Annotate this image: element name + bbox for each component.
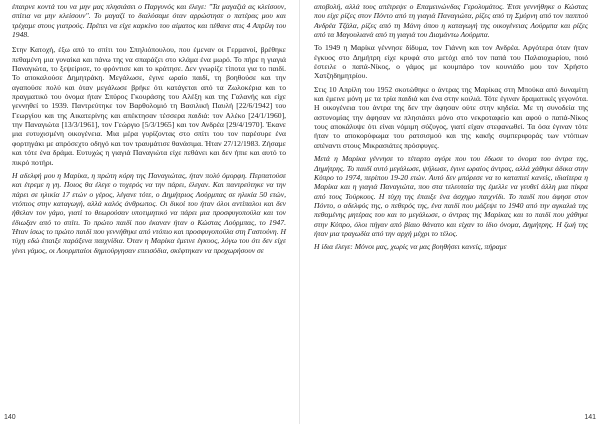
right-paragraph-4: Μετά η Μαρίκα γέννησε το τέταρτο αγόρι που του έδωσε το όνομα του άντρα της, Δημήτρης. Το παιδί αυτό μεγάλωσε, ψήλωσε, έγινε ωραίος άντρας, αλλά χάθηκε άδικα στην Κύπρο το 1974, περίπου 19-20 ετών. Αυτό δεν μπόρεσε να το καταπιεί κανείς, ιδιαίτερα η Μαρίκα και η γιαγιά Παναγιώτα, που στα τελευταία της έμελλε να γευθεί άλλη μια πίκρα από τους Τούρκους. Η τύχη της έπαιξε ένα άσχημο παιχνίδι. Το παιδί που άφησε στον Πόντο, ο αδελφός της, ο πεθερός της, ένα παιδί που μάζεψε το 1940 από την αγκαλιά της πεθαμένης μητέρας του και το μεγάλωσε, ο άντρας της Μαρίκας και το παιδί που χάθηκε στην Κύπρο, όλοι πήγαν από βίαιο θάνατο και είχαν το ίδιο όνομα, Δημήτρης. Η ζωή της ήταν μια τραγωδία από την αρχή μέχρι το τέλος. bbox=[314, 154, 588, 238]
right-page bbox=[300, 0, 600, 424]
right-paragraph-5: Η ίδια έλεγε: Μόνοι μας, χωρίς να μας βοηθήσει κανείς, πήραμε bbox=[314, 242, 507, 252]
left-paragraph-3: Η αδελφή μου η Μαρίκα, η πρώτη κόρη της Παναγιώτας, ήταν πολύ όμορφη. Περπατούσε και έτρεμε η γη. Ποιος θα έλεγε ο τυχερός να την πάρει, έλεγαν. Και παντρεύτηκε να την πάρει σε ηλικία 17 ετών ο γέρος, λέγανε τότε, ο Δημήτριος Λούρμπας σε ηλικία 50 ετών, ντόπιος στην καταγωγή, αλλά καλός άνθρωπος. Οι δικοί του ήταν όλοι αντίπαλοι και δεν ήθελαν τον γάμο, γιατί το θεωρούσαν υποτιμητικό να πάρει μια προσφυγοπούλα και τον έδιωξαν από το σπίτι. Το πρώτο παιδί που έκαναν ήταν ο Κώστας Λούρμπας, το 1947. Ήταν ίσως το πρώτο παιδί που γεννήθηκε από ντόπιο και προσφυγοπούλα στη Γαστούνη. Η τύχη εδώ έπαιξε παράξενα παιχνίδια. Όταν η Μαρίκα έμεινε έγκυος, λόγω του ότι δεν είχε γίνει γάμος, οι Λουρμπαίοι δημιούργησαν επεισόδια, σκέφτηκαν να προχωρήσουν σε bbox=[12, 170, 286, 255]
right-paragraph-1: αποβολή, αλλά τους απέτρεψε ο Επαμεινώνδας Γερολυμάτος. Έτσι γεννήθηκε ο Κώστας που είχε ρίζες στον Πόντο από τη γιαγιά Παναγιώτα, ρίζες από τη Σμύρνη από τον παππού Ανδρέα Τζάλα, ρίζες από τη Μάνη όπου η καταγωγή της οικογένειας Λούρμπα και ρίζες από τα Μαγουλιανά από τη γιαγιά του Διαμάντω Λούρμπα. bbox=[314, 2, 588, 40]
page-number-right: 141 bbox=[584, 414, 596, 421]
right-paragraph-2: Το 1949 η Μαρίκα γέννησε δίδυμα, τον Γιάννη και τον Ανδρέα. Αργότερα όταν ήταν έγκυος στο Δημήτρη είχε κρυφά στο μετόχι από τον παπά του Παλαιοχωρίου, ποιό έστειλε ο παπά-Νίκος, ο γάμος με κουμπάρο τον κουνιάδο μου τον Χρήστο Χατζηδημητρίου. bbox=[314, 43, 588, 81]
right-paragraph-3: Στις 10 Απρίλη του 1952 σκοτώθηκε ο άντρας της Μαρίκας στη Μπούκα από δυναμίτη και έμεινε μόνη με τα τρία παιδιά και ένα στην κοιλιά. Τότε έγιναν δραματικές γεγονότα. Η οικογένεια του άντρα της δεν την άφησαν ούτε στην κηδεία. Με τη συνοδεία της αστυνομίας την άφησαν να πλησιάσει μόνο στο νεκροταφείο και αφού ο παπά-Νίκος τους αποκάλυψε ότι είναι νόμιμη σύζυγος, γιατί είχαν στεφανωθεί. Τα όσα έγιναν τότε ήταν το αποκορύφωμα του ρατσισμού και της κακής συμπεριφοράς των ντόπιων απέναντι στους Μικρασιάτες πρόσφυγες. bbox=[314, 84, 588, 150]
page-number-left: 140 bbox=[4, 414, 16, 421]
left-paragraph-1: έπαιρνε κοντά του να μην μας πλησιάσει ο Παργυνός και έλεγε: "Τα μαγαζιά ας κλείσουν, σπίτια να μην κλείσουν". Το μαγαζί το διαλύσαμε όταν αρρώστησε ο πατέρας μου και τρέχαμε στους γιατρούς. Πρέπει να είχε καρκίνο του αίματος και πέθανε στις 4 Απρίλη του 1948. bbox=[12, 2, 286, 40]
left-paragraph-2: Στην Κατοχή, έξω από το σπίτι του Σπηλιόπουλου, που έμεναν οι Γερμανοί, βρέθηκε πεθαμένη μια γυναίκα και πάνω της να σπαράζει στο κλάμα ένα μωρό. Το πήρε η γιαγιά Παναγιώτα, το ξεψείρισε, το φρόντισε και το κράτησε. Δεν γνωρίζε τίποτα για το παιδί. Το αποκαλούσε Δημητράκη. Μεγάλωσε, έγινε ωραίο παιδί, τη βοηθούσε και την αγαπούσε πολύ και όταν μεγάλωσε βρήκε ότι κατάγεται από τα Ζωλοκέρια και το πραγματικό του όνομα ήταν Σπύρος Γκουράσης του Αλέξη και της Γαλανής και είχε γεννηθεί το 1939. Παντρεύτηκε τον Βαρθολομιό τη Βασιλική Παυλή [22/6/1942] του Γεωργίου και της Αικατερίνης και απέκτησαν τέσσερα παιδιά: τον Αλέκο [24/1/1960], την Παναγιώτα [13/3/1961], τον Γεώργιο [5/3/1965] και τον Ανδρέα [29/4/1970]. Έκανε μια ευτυχισμένη οικογένεια. Μια μέρα γυρίζοντας στο σπίτι του τον παρέσυρε ένα φορτηγάκι με απρόσεχτο οδηγό και τον τραυμάτισε θανάσιμα. Ήταν 27/12/1983. Ζήσαμε και τότε ένα δράμα. Ευτυχώς η γιαγιά Παναγιώτα είχε πεθάνει και δεν ήπιε και αυτό το πικρό ποτήρι. bbox=[12, 45, 286, 167]
